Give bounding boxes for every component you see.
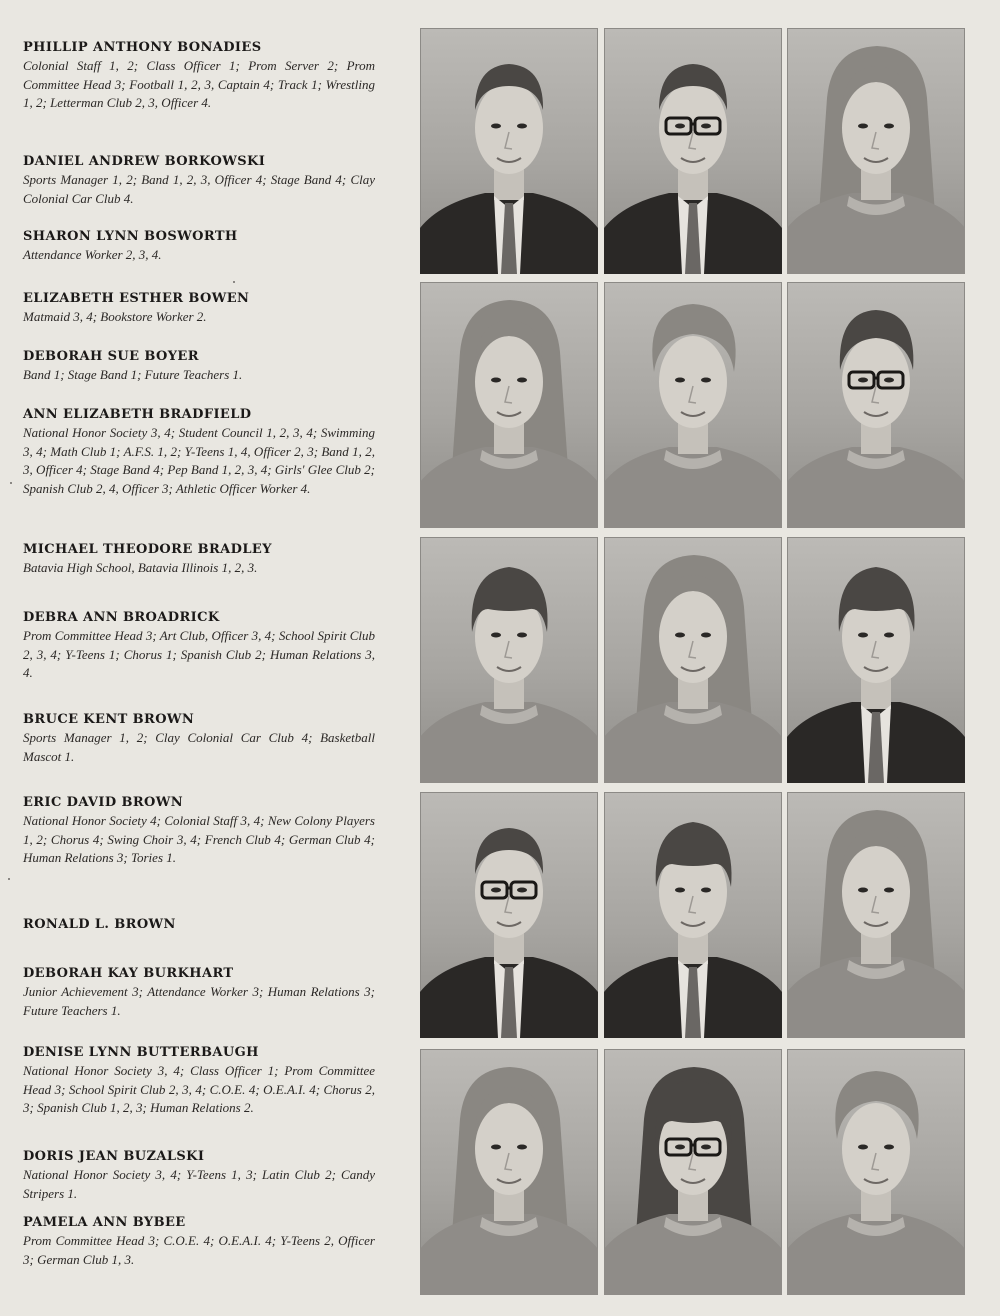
student-name: ELIZABETH ESTHER BOWEN bbox=[23, 291, 250, 306]
student-portrait bbox=[787, 28, 965, 274]
student-portrait bbox=[604, 537, 782, 783]
print-speck bbox=[233, 281, 235, 283]
student-name: DENISE LYNN BUTTERBAUGH bbox=[23, 1045, 259, 1060]
print-speck bbox=[10, 482, 12, 484]
student-activities: Prom Committee Head 3; C.O.E. 4; O.E.A.I. 4; Y-Teens 2, Officer 3; German Club 1, 3. bbox=[23, 1233, 375, 1267]
student-name: BRUCE KENT BROWN bbox=[23, 712, 195, 727]
student-entry bbox=[23, 228, 375, 265]
student-portrait bbox=[420, 792, 598, 1038]
portrait-grid bbox=[420, 28, 965, 1303]
student-name: RONALD L. BROWN bbox=[23, 917, 176, 932]
student-entry bbox=[23, 39, 375, 113]
student-activities: Band 1; Stage Band 1; Future Teachers 1. bbox=[23, 367, 243, 382]
student-entry bbox=[23, 541, 375, 578]
student-activities: Batavia High School, Batavia Illinois 1, 2, 3. bbox=[23, 560, 258, 575]
student-portrait bbox=[604, 28, 782, 274]
student-portrait bbox=[420, 28, 598, 274]
student-portrait bbox=[420, 537, 598, 783]
student-activities: National Honor Society 3, 4; Class Officer 1; Prom Committee Head 3; School Spirit Club 2, 3, 4; C.O.E. 4; O.E.A.I. 4; Chorus 2, 3; Spanish Club 1, 2, 3; Human Relations 2. bbox=[23, 1063, 375, 1115]
student-portrait bbox=[787, 1049, 965, 1295]
student-activities: National Honor Society 3, 4; Y-Teens 1, 3; Latin Club 2; Candy Stripers 1. bbox=[23, 1167, 375, 1201]
student-portrait bbox=[787, 282, 965, 528]
student-entry bbox=[23, 794, 375, 868]
student-name: MICHAEL THEODORE BRADLEY bbox=[23, 542, 272, 557]
student-entry bbox=[23, 290, 375, 327]
student-name: SHARON LYNN BOSWORTH bbox=[23, 229, 238, 244]
student-name: DANIEL ANDREW BORKOWSKI bbox=[23, 154, 266, 169]
student-activities: National Honor Society 3, 4; Student Council 1, 2, 3, 4; Swimming 3, 4; Math Club 1; A.F.S. 1, 2; Y-Teens 1, 4, Officer 2, 3; Band 1, 2, 3, Officer 4; Stage Band 4; Pep Band 1, 2, 3, 4; Girls' Glee Club 2; Spanish Club 2, 4, Officer 3; Athletic Officer Worker 4. bbox=[23, 425, 375, 496]
student-entry bbox=[23, 348, 375, 385]
student-activities: Matmaid 3, 4; Bookstore Worker 2. bbox=[23, 309, 207, 324]
student-entry bbox=[23, 609, 375, 683]
student-entry bbox=[23, 153, 375, 208]
student-entry bbox=[23, 1148, 375, 1203]
student-name: DORIS JEAN BUZALSKI bbox=[23, 1149, 205, 1164]
student-portrait bbox=[604, 792, 782, 1038]
student-portrait bbox=[604, 1049, 782, 1295]
student-activities: National Honor Society 4; Colonial Staff 3, 4; New Colony Players 1, 2; Chorus 4; Swing Choir 3, 4; French Club 4; German Club 4; Human Relations 3; Tories 1. bbox=[23, 813, 375, 865]
student-portrait bbox=[787, 537, 965, 783]
student-portrait bbox=[420, 282, 598, 528]
student-portrait bbox=[787, 792, 965, 1038]
student-activities: Junior Achievement 3; Attendance Worker 3; Human Relations 3; Future Teachers 1. bbox=[23, 984, 375, 1018]
student-entry bbox=[23, 1214, 375, 1269]
student-name: ANN ELIZABETH BRADFIELD bbox=[23, 407, 252, 422]
student-entry bbox=[23, 406, 375, 498]
student-activities: Sports Manager 1, 2; Clay Colonial Car Club 4; Basketball Mascot 1. bbox=[23, 730, 375, 764]
student-name: ERIC DAVID BROWN bbox=[23, 795, 184, 810]
student-activities: Colonial Staff 1, 2; Class Officer 1; Prom Server 2; Prom Committee Head 3; Football 1, 2, 3, Captain 4; Track 1; Wrestling 1, 2; Letterman Club 2, 3, Officer 4. bbox=[23, 58, 375, 110]
student-name: DEBRA ANN BROADRICK bbox=[23, 610, 220, 625]
student-entry bbox=[23, 916, 375, 934]
print-speck bbox=[8, 878, 10, 880]
student-entry bbox=[23, 711, 375, 766]
student-activities: Attendance Worker 2, 3, 4. bbox=[23, 247, 162, 262]
student-entry bbox=[23, 1044, 375, 1118]
student-entries bbox=[0, 0, 400, 1316]
student-name: PAMELA ANN BYBEE bbox=[23, 1215, 186, 1230]
student-portrait bbox=[420, 1049, 598, 1295]
student-activities: Prom Committee Head 3; Art Club, Officer 3, 4; School Spirit Club 2, 3, 4; Y-Teens 1; Chorus 1; Spanish Club 2; Human Relations 3, 4. bbox=[23, 628, 375, 680]
student-portrait bbox=[604, 282, 782, 528]
student-name: PHILLIP ANTHONY BONADIES bbox=[23, 40, 262, 55]
student-name: DEBORAH KAY BURKHART bbox=[23, 966, 234, 981]
student-entry bbox=[23, 965, 375, 1020]
student-name: DEBORAH SUE BOYER bbox=[23, 349, 199, 364]
student-activities: Sports Manager 1, 2; Band 1, 2, 3, Officer 4; Stage Band 4; Clay Colonial Car Club 4. bbox=[23, 172, 375, 206]
